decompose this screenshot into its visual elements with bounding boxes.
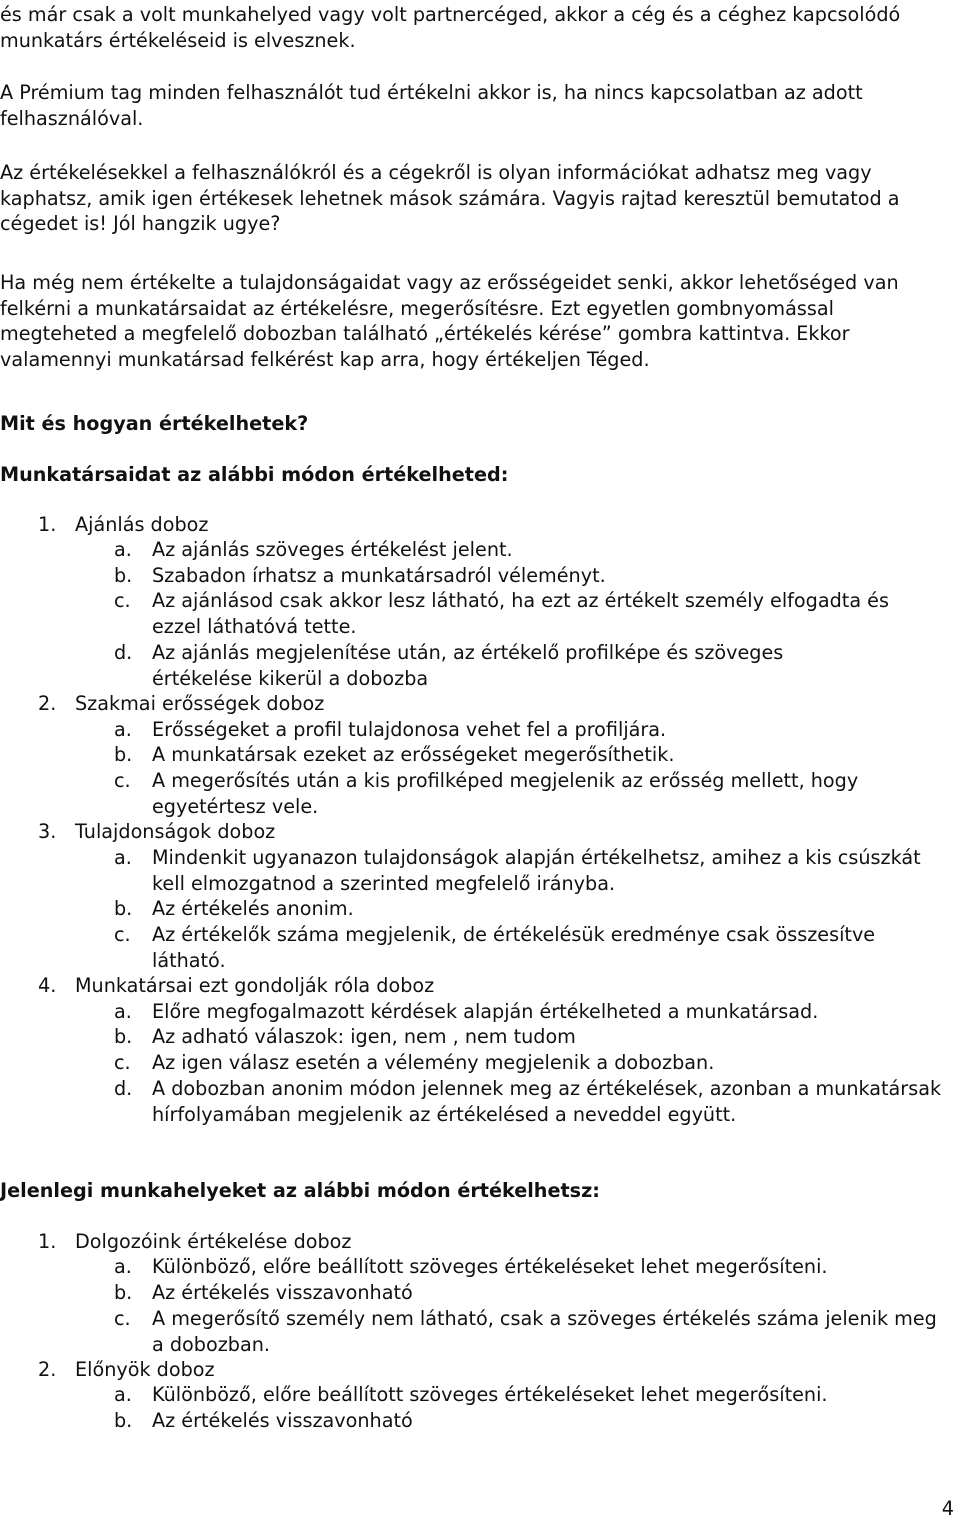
list-letter: c. (114, 589, 131, 612)
list-letter: c. (114, 1051, 131, 1074)
list-subitem: Különböző, előre beállított szöveges értékeléseket lehet megerősíteni. (152, 1383, 828, 1406)
list-letter: c. (114, 1307, 131, 1330)
list-item-title: Tulajdonságok doboz (75, 820, 276, 843)
list-letter: d. (114, 1077, 133, 1100)
list-subitem: A megerősítés után a kis profilképed megjelenik az erősség mellett, hogy egyetértesz vele. (152, 769, 859, 818)
list-letter: a. (114, 1383, 132, 1406)
list-subitem: Előre megfogalmazott kérdések alapján értékelheted a munkatársad. (152, 1000, 819, 1023)
list-letter: b. (114, 897, 133, 920)
list-subitem: Az adható válaszok: igen, nem , nem tudom (152, 1025, 576, 1048)
list-subitem: Az igen válasz esetén a vélemény megjelenik a dobozban. (152, 1051, 715, 1074)
heading-colleagues: Munkatársaidat az alábbi módon értékelheted: (0, 463, 509, 486)
page-number: 4 (941, 1497, 954, 1520)
paragraph-request-rating: Ha még nem értékelte a tulajdonságaidat vagy az erősségeidet senki, akkor lehetőséged van felkérni a munkatársaidat az értékelésre, megerősítésre. Ezt egyetlen gombnyomással megteheted a megfelelő dobozban található „értékelés kérése” gombra kattintva. Ekkor valamennyi munkatársad felkérést kap arra, hogy értékeljen Téged. (0, 271, 899, 371)
paragraph-intro: és már csak a volt munkahelyed vagy volt partnercéged, akkor a cég és a céghez kapcsolódó munkatárs értékeléseid is elvesznek. (0, 3, 901, 52)
list-letter: b. (114, 1025, 133, 1048)
heading-workplaces: Jelenlegi munkahelyeket az alábbi módon értékelhetsz: (0, 1179, 600, 1202)
list-number: 1. (38, 1230, 57, 1253)
list-number: 4. (38, 974, 57, 997)
list-letter: a. (114, 1000, 132, 1023)
paragraph-premium: A Prémium tag minden felhasználót tud értékelni akkor is, ha nincs kapcsolatban az adott felhasználóval. (0, 81, 863, 130)
list-subitem: A munkatársak ezeket az erősségeket megerősíthetik. (152, 743, 675, 766)
list-subitem: Az értékelők száma megjelenik, de értékelésük eredménye csak összesítve látható. (152, 923, 876, 972)
list-number: 3. (38, 820, 57, 843)
list-number: 2. (38, 692, 57, 715)
list-item-title: Dolgozóink értékelése doboz (75, 1230, 352, 1253)
list-subitem: Az értékelés visszavonható (152, 1409, 413, 1432)
list-letter: b. (114, 743, 133, 766)
list-letter: c. (114, 769, 131, 792)
list-letter: a. (114, 718, 132, 741)
list-letter: b. (114, 564, 133, 587)
list-subitem: Mindenkit ugyanazon tulajdonságok alapján értékelhetsz, amihez a kis csúszkát kell elmozgatnod a szerinted megfelelő irányba. (152, 846, 921, 895)
list-letter: b. (114, 1409, 133, 1432)
list-subitem: A dobozban anonim módon jelennek meg az értékelések, azonban a munkatársak hírfolyamában megjelenik az értékelésed a neveddel együtt. (152, 1077, 942, 1126)
paragraph-ratings-info: Az értékelésekkel a felhasználókról és a cégekről is olyan információkat adhatsz meg vagy kaphatsz, amik igen értékesek lehetnek mások számára. Vagyis rajtad keresztül bemutatod a cégedet is! Jól hangzik ugye? (0, 161, 900, 236)
list-letter: a. (114, 1255, 132, 1278)
list-letter: c. (114, 923, 131, 946)
list-item-title: Ajánlás doboz (75, 513, 209, 536)
list-subitem: Szabadon írhatsz a munkatársadról véleményt. (152, 564, 606, 587)
list-subitem: A megerősítő személy nem látható, csak a szöveges értékelés száma jelenik meg a dobozban. (152, 1307, 937, 1356)
list-subitem: Különböző, előre beállított szöveges értékeléseket lehet megerősíteni. (152, 1255, 828, 1278)
list-letter: a. (114, 538, 132, 561)
list-letter: d. (114, 641, 133, 664)
heading-what-and-how: Mit és hogyan értékelhetek? (0, 412, 309, 435)
list-letter: b. (114, 1281, 133, 1304)
list-subitem: Az ajánlás szöveges értékelést jelent. (152, 538, 513, 561)
list-number: 2. (38, 1358, 57, 1381)
list-subitem: Az ajánlás megjelenítése után, az értékelő profilképe és szöveges értékelése kikerül a dobozba (152, 641, 784, 690)
list-item-title: Előnyök doboz (75, 1358, 215, 1381)
list-item-title: Szakmai erősségek doboz (75, 692, 325, 715)
list-subitem: Az értékelés visszavonható (152, 1281, 413, 1304)
list-item-title: Munkatársai ezt gondolják róla doboz (75, 974, 435, 997)
list-subitem: Erősségeket a profil tulajdonosa vehet fel a profiljára. (152, 718, 667, 741)
list-subitem: Az értékelés anonim. (152, 897, 354, 920)
list-letter: a. (114, 846, 132, 869)
list-subitem: Az ajánlásod csak akkor lesz látható, ha ezt az értékelt személy elfogadta és ezzel láthatóvá tette. (152, 589, 889, 638)
list-number: 1. (38, 513, 57, 536)
